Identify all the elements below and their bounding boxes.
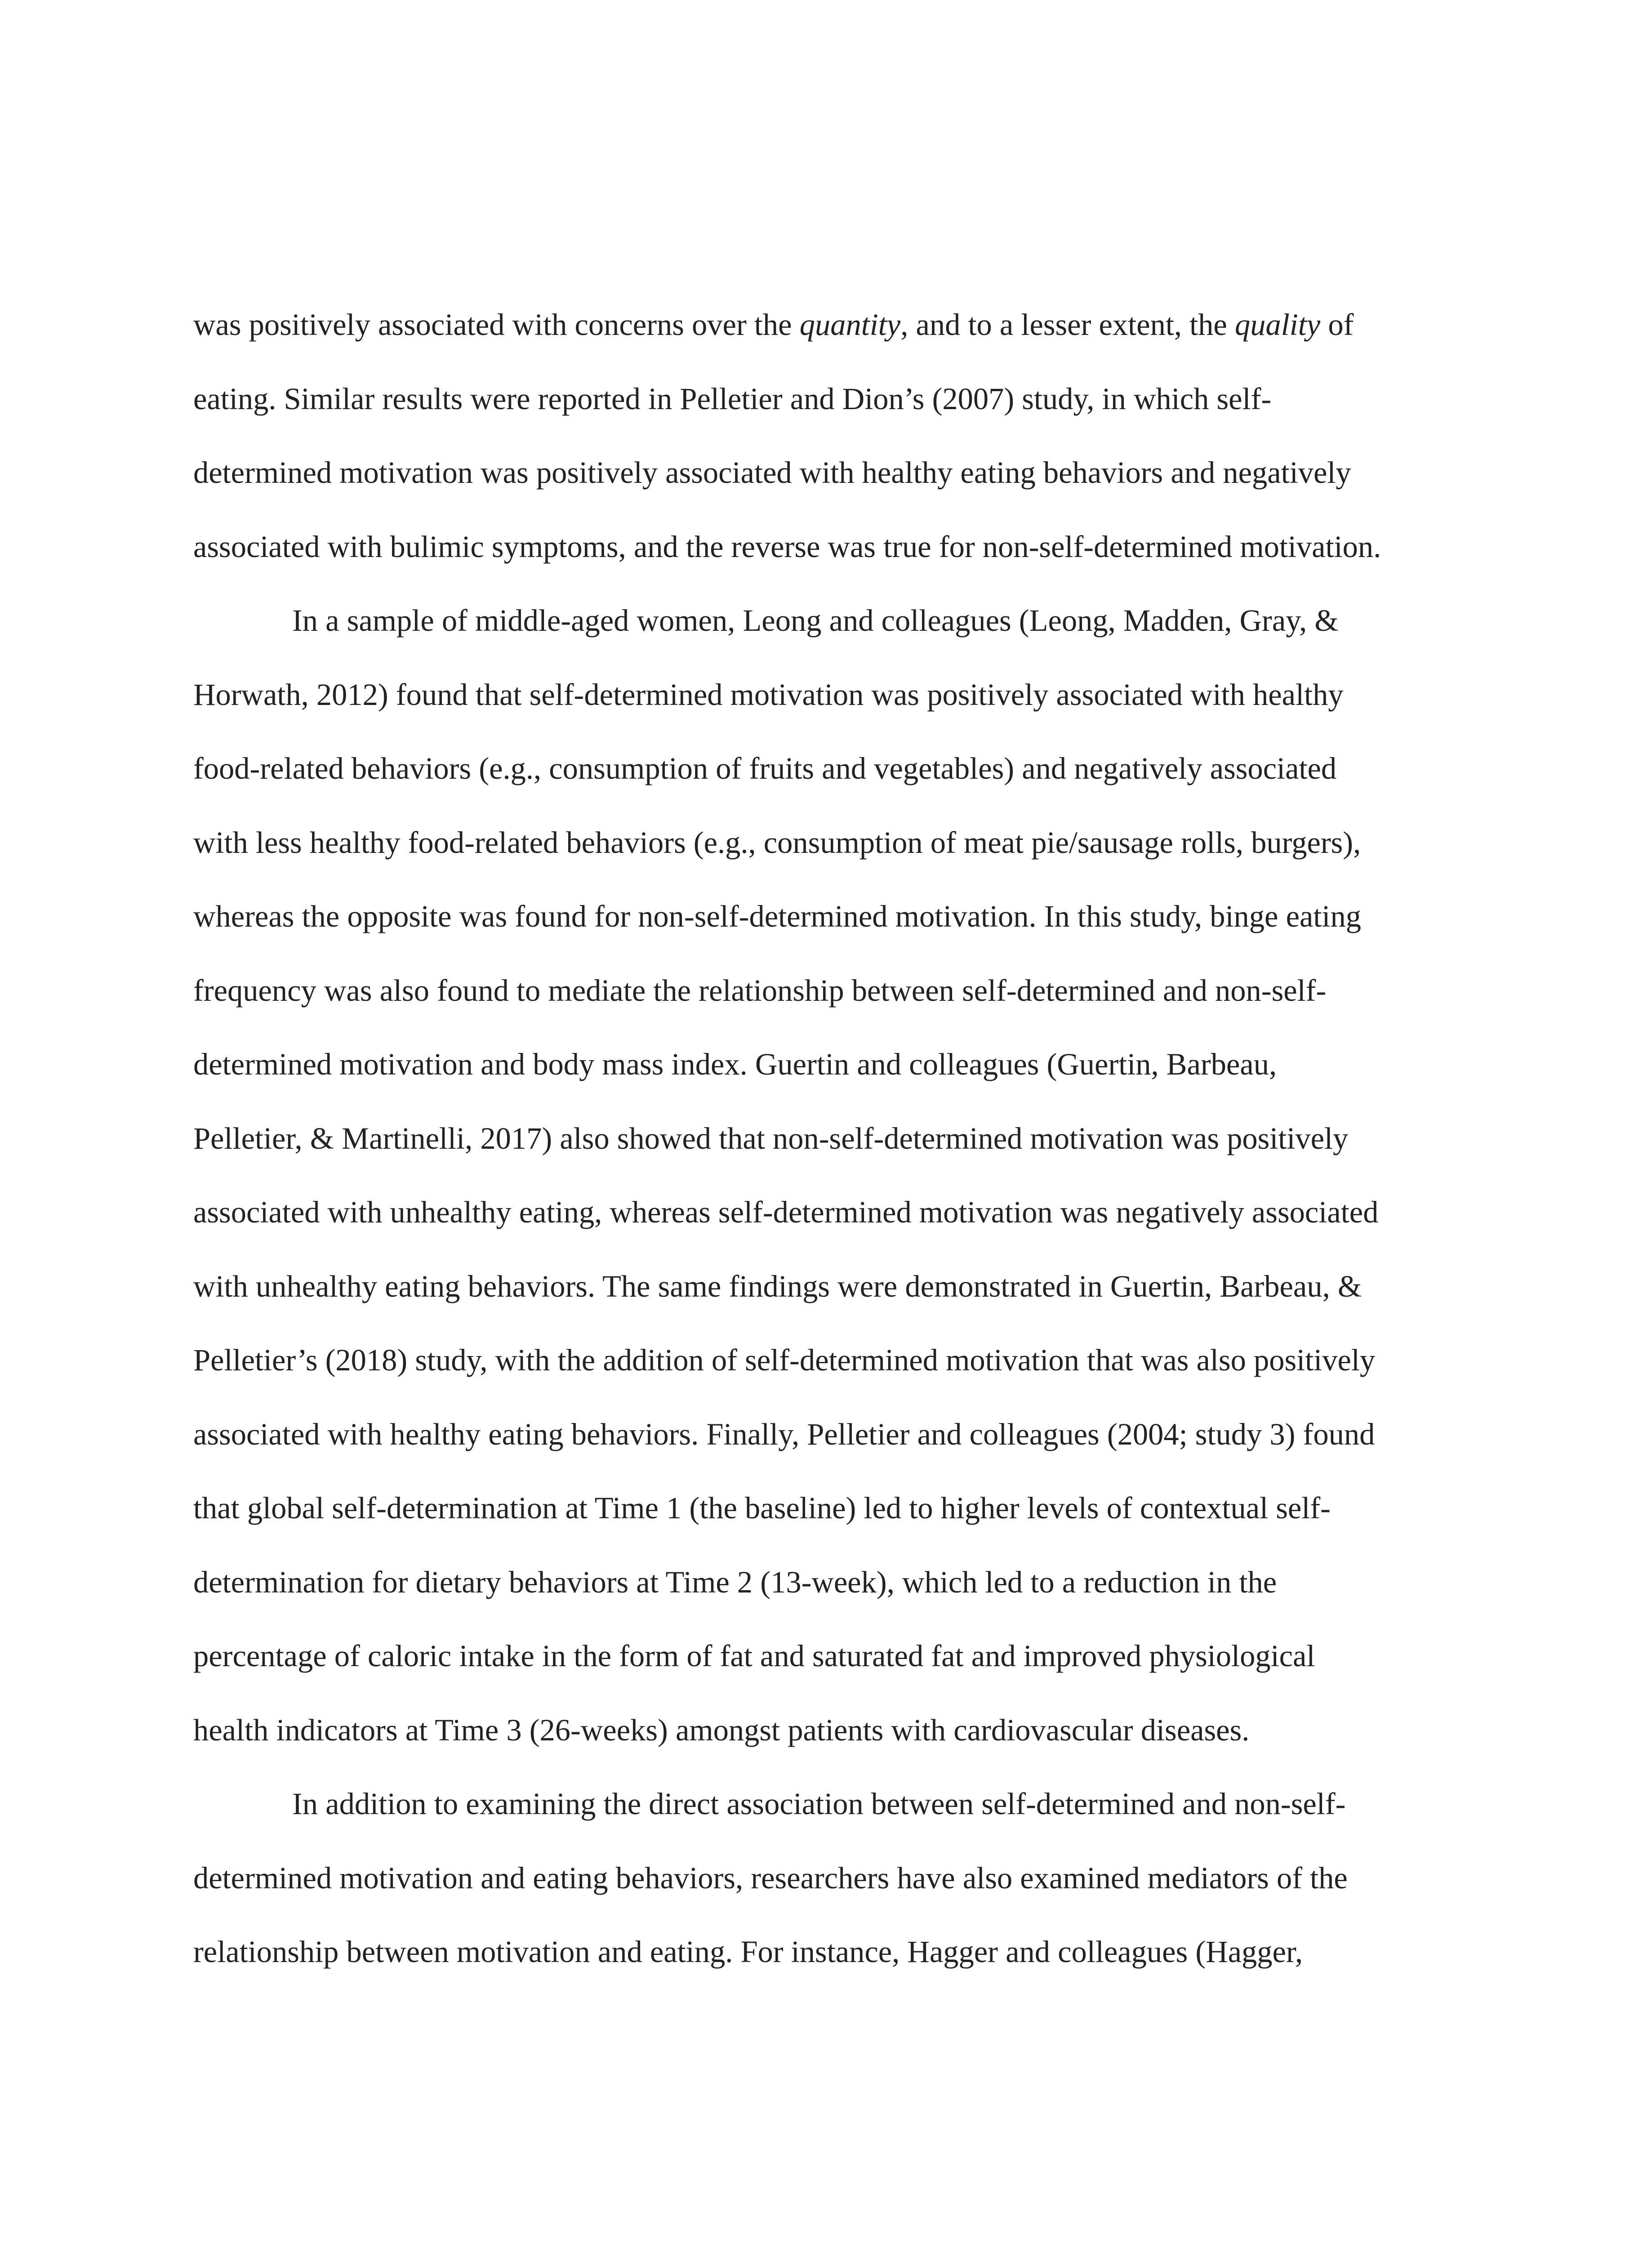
- body-text: [193, 288, 1452, 1989]
- text-line: [193, 1915, 1452, 1989]
- text-line: [193, 1841, 1452, 1915]
- paragraph-first-line: [193, 584, 1452, 658]
- text-line: [193, 362, 1452, 436]
- text-segment: In addition to examining the direct association between self-determined and non-self-: [292, 1787, 1346, 1821]
- text-segment: associated with healthy eating behaviors. Finally, Pelletier and colleagues (2004; study 3) found: [193, 1417, 1375, 1451]
- text-line: [193, 731, 1452, 806]
- text-segment: with unhealthy eating behaviors. The same findings were demonstrated in Guertin, Barbeau, &: [193, 1269, 1362, 1303]
- text-line: [193, 1175, 1452, 1249]
- text-line: [193, 879, 1452, 954]
- text-segment: determined motivation was positively associated with healthy eating behaviors and negatively: [193, 455, 1351, 490]
- text-line: [193, 1619, 1452, 1693]
- text-line: [193, 1249, 1452, 1324]
- text-segment: Pelletier’s (2018) study, with the addition of self-determined motivation that was also positively: [193, 1343, 1376, 1377]
- text-segment: that global self-determination at Time 1 (the baseline) led to higher levels of contextual self-: [193, 1491, 1331, 1525]
- text-segment: food-related behaviors (e.g., consumption of fruits and vegetables) and negatively associated: [193, 751, 1337, 785]
- text-segment: Pelletier, & Martinelli, 2017) also showed that non-self-determined motivation was positively: [193, 1121, 1349, 1155]
- text-segment: In a sample of middle-aged women, Leong and colleagues (Leong, Madden, Gray, &: [292, 603, 1339, 638]
- text-segment: associated with unhealthy eating, whereas self-determined motivation was negatively associated: [193, 1195, 1379, 1229]
- text-segment: determination for dietary behaviors at Time 2 (13-week), which led to a reduction in the: [193, 1565, 1277, 1599]
- text-segment: determined motivation and eating behaviors, researchers have also examined mediators of the: [193, 1860, 1348, 1895]
- text-segment: frequency was also found to mediate the relationship between self-determined and non-self-: [193, 973, 1327, 1008]
- text-line: [193, 1323, 1452, 1397]
- text-line: [193, 1102, 1452, 1176]
- paragraph-first-line: [193, 1767, 1452, 1841]
- text-segment: relationship between motivation and eating. For instance, Hagger and colleagues (Hagger,: [193, 1935, 1303, 1969]
- text-segment: percentage of caloric intake in the form of fat and saturated fat and improved physiological: [193, 1639, 1315, 1673]
- text-segment: health indicators at Time 3 (26-weeks) amongst patients with cardiovascular diseases.: [193, 1713, 1250, 1747]
- text-segment: determined motivation and body mass index. Guertin and colleagues (Guertin, Barbeau,: [193, 1047, 1277, 1081]
- text-line: [193, 658, 1452, 732]
- text-line: [193, 1693, 1452, 1767]
- text-segment: of: [1320, 308, 1354, 342]
- italic-term: quantity: [799, 308, 901, 342]
- text-line: [193, 1397, 1452, 1472]
- text-segment: associated with bulimic symptoms, and the reverse was true for non-self-determined motivation.: [193, 529, 1381, 564]
- text-segment: eating. Similar results were reported in Pelletier and Dion’s (2007) study, in which self-: [193, 381, 1272, 416]
- text-line: [193, 1471, 1452, 1545]
- text-line: [193, 436, 1452, 510]
- text-line: [193, 288, 1452, 362]
- text-line: [193, 1027, 1452, 1102]
- text-segment: was positively associated with concerns over the: [193, 308, 800, 342]
- text-segment: , and to a lesser extent, the: [900, 308, 1235, 342]
- italic-term: quality: [1234, 308, 1321, 342]
- text-segment: with less healthy food-related behaviors (e.g., consumption of meat pie/sausage rolls, burgers),: [193, 825, 1361, 860]
- text-line: [193, 1545, 1452, 1619]
- text-segment: Horwath, 2012) found that self-determined motivation was positively associated with healthy: [193, 677, 1344, 712]
- text-line: [193, 806, 1452, 880]
- text-line: [193, 510, 1452, 584]
- text-segment: whereas the opposite was found for non-self-determined motivation. In this study, binge eating: [193, 899, 1361, 933]
- text-line: [193, 954, 1452, 1028]
